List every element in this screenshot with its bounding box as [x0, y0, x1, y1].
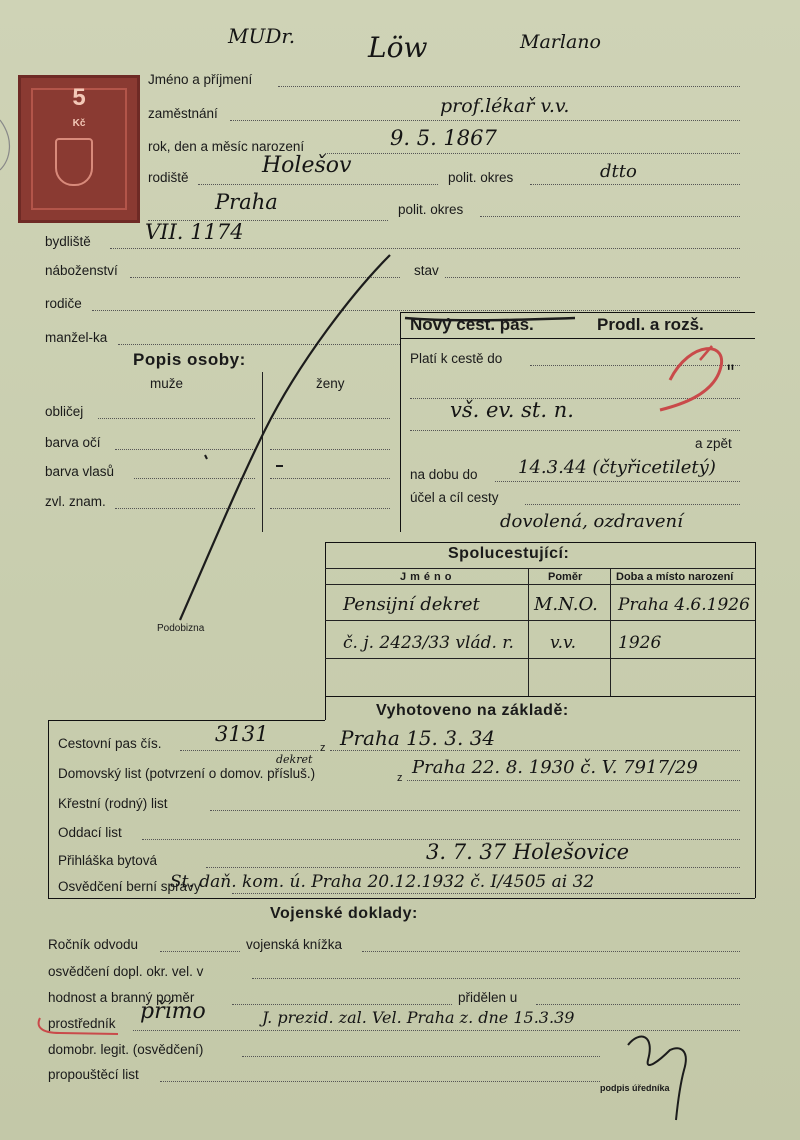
- rank-label: hodnost a branný poměr: [48, 990, 195, 1005]
- legit-label: domobr. legit. (osvědčení): [48, 1042, 204, 1057]
- col-birth-header: Doba a místo narození: [616, 571, 734, 583]
- companions-heading: Spolucestující:: [448, 545, 570, 562]
- red-pencil-mark: [660, 349, 722, 410]
- discharge-label: propouštěcí list: [48, 1067, 139, 1082]
- signature-label: podpis úředníka: [600, 1083, 670, 1093]
- companion-1-relation: M.N.O.: [534, 594, 598, 615]
- name-label: Jméno a příjmení: [148, 72, 253, 87]
- birthdate-label: rok, den a měsíc narození: [148, 139, 305, 154]
- z-label-1: z: [320, 742, 326, 754]
- hair-label: barva vlasů: [45, 464, 115, 479]
- passport-from-value: Praha 15. 3. 34: [340, 726, 496, 750]
- new-passport-strikeout: [405, 318, 575, 320]
- female-label: ženy: [316, 376, 345, 391]
- tax-label: Osvědčení berní správy: [58, 879, 201, 894]
- surname-value: Löw: [368, 31, 428, 64]
- stamp-value: 5: [72, 84, 86, 111]
- z-label-2: z: [397, 772, 403, 784]
- spouse-label: manžel-ka: [45, 330, 108, 345]
- religion-label: náboženství: [45, 263, 118, 278]
- col-name-header: Jméno: [400, 571, 456, 583]
- companion-2-relation: v.v.: [550, 633, 576, 653]
- passport-no-value: 3131: [215, 722, 269, 746]
- valid-label: Platí k cestě do: [410, 351, 503, 366]
- birthplace-value: Holešov: [262, 153, 352, 178]
- valid-note: ": [726, 360, 736, 384]
- photo-label: Podobizna: [157, 623, 205, 634]
- title-value: MUDr.: [228, 24, 296, 48]
- face-label: obličej: [45, 404, 84, 419]
- purpose-label: účel a cíl cesty: [410, 490, 499, 505]
- residence-value: VII. 1174: [145, 220, 244, 244]
- extension-label: Prodl. a rozš.: [597, 315, 704, 334]
- polit-okres-label: polit. okres: [448, 170, 514, 185]
- residence-reg-value: 3. 7. 37 Holešovice: [426, 840, 630, 864]
- official-signature: [628, 1037, 686, 1120]
- birthdate-value: 9. 5. 1867: [390, 126, 497, 150]
- basis-heading: Vyhotoveno na základě:: [376, 702, 569, 719]
- back-label: a zpět: [695, 436, 732, 451]
- passport-no-label: Cestovní pas čís.: [58, 736, 162, 751]
- year-label: Ročník odvodu: [48, 937, 139, 952]
- assigned-label: přidělen u: [458, 990, 518, 1005]
- intermediary-label: prostředník: [48, 1016, 116, 1031]
- marriage-label: Oddací list: [58, 825, 122, 840]
- marks-label: zvl. znam.: [45, 494, 106, 509]
- countries-value: vš. ev. st. n.: [450, 398, 574, 422]
- companion-2-birth: 1926: [618, 633, 662, 653]
- home-list-label: Domovský list (potvrzení o domov. přísluš.): [58, 766, 316, 781]
- home-list-value: Praha 22. 8. 1930 č. V. 7917/29: [412, 757, 698, 778]
- companion-1-name: Pensijní dekret: [343, 594, 480, 615]
- residence-reg-label: Přihláška bytová: [58, 853, 158, 868]
- military-heading: Vojenské doklady:: [270, 905, 418, 922]
- companion-2-name: č. j. 2423/33 vlád. r.: [343, 633, 514, 653]
- birthplace-label: rodiště: [148, 170, 189, 185]
- polit-okres-value: dtto: [600, 161, 637, 182]
- male-label: muže: [150, 376, 184, 391]
- intermediary-note: J. prezid. zal. Vel. Praha z. dne 15.3.39: [262, 1008, 575, 1027]
- ink-dot-1: [205, 455, 207, 459]
- status-label: stav: [414, 263, 439, 278]
- residence-label: bydliště: [45, 234, 91, 249]
- red-underline-mark: [39, 1018, 118, 1034]
- duration-label: na dobu do: [410, 467, 478, 482]
- city-value: Praha: [215, 190, 278, 214]
- given-name-value: Marlano: [520, 31, 601, 53]
- duration-value: 14.3.44 (čtyřicetiletý): [518, 457, 716, 478]
- cert-label: osvědčení dopl. okr. vel. v: [48, 964, 204, 979]
- new-passport-label: Nový cest. pas.: [410, 315, 534, 334]
- description-heading: Popis osoby:: [133, 350, 246, 369]
- companion-1-birth: Praha 4.6.1926: [618, 595, 750, 615]
- diagonal-strike-line: [180, 255, 390, 620]
- baptism-label: Křestní (rodný) list: [58, 796, 168, 811]
- col-relation-header: Poměr: [548, 571, 583, 583]
- postmark-edge: [0, 120, 9, 170]
- parents-label: rodiče: [45, 296, 82, 311]
- tax-value: St. daň. kom. ú. Praha 20.12.1932 č. I/4505 ai 32: [170, 872, 595, 892]
- stamp-unit: Kč: [72, 118, 86, 129]
- intermediary-value: přímo: [140, 999, 206, 1024]
- book-label: vojenská knížka: [246, 937, 343, 952]
- home-list-note: dekret: [276, 753, 313, 766]
- purpose-value: dovolená, ozdravení: [500, 511, 683, 532]
- occupation-value: prof.lékař v.v.: [440, 95, 570, 117]
- eyes-label: barva očí: [45, 435, 101, 450]
- occupation-label: zaměstnání: [148, 106, 218, 121]
- polit-okres-2-label: polit. okres: [398, 202, 464, 217]
